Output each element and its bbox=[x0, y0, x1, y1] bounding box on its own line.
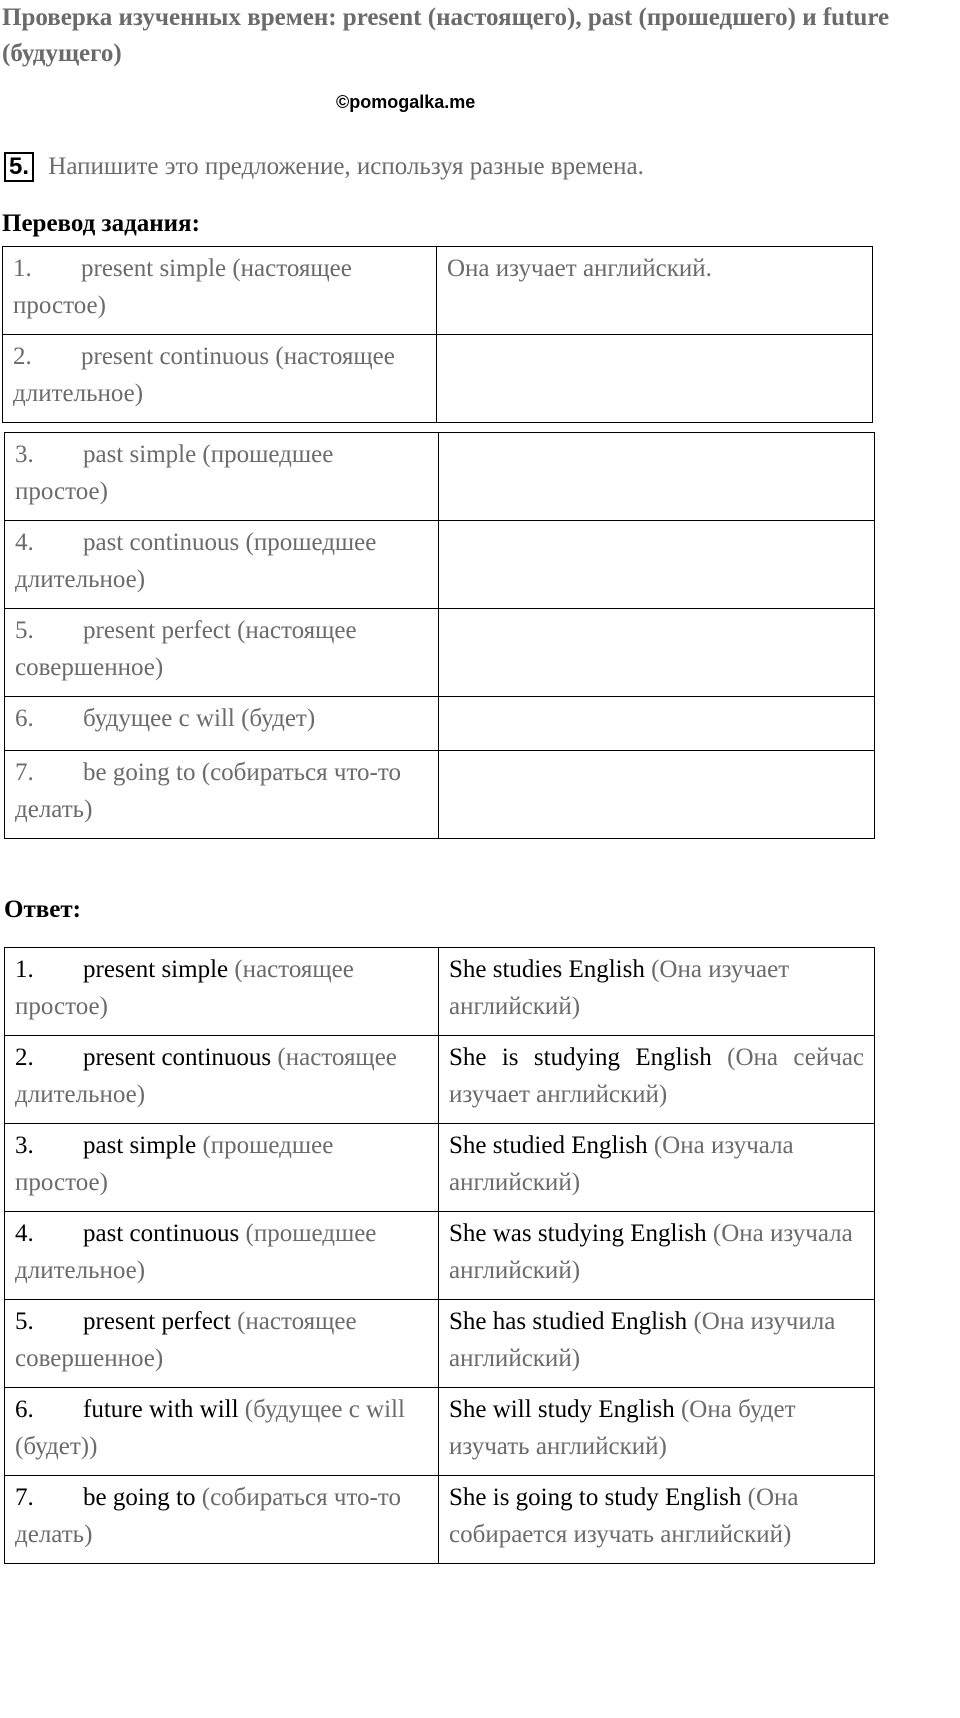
tense-name-en: present perfect bbox=[83, 1308, 231, 1335]
task-number-badge: 5. bbox=[4, 152, 34, 182]
row-number: 3. bbox=[15, 441, 34, 468]
tense-name-ru: (будущее с will (будет)) bbox=[15, 1396, 405, 1460]
table-row bbox=[5, 1212, 875, 1300]
table-row bbox=[5, 1476, 875, 1564]
task-instruction: Напишите это предложение, используя разные времена. bbox=[48, 153, 644, 180]
table-row bbox=[5, 697, 875, 751]
tense-cell bbox=[3, 247, 437, 335]
tense-label: будущее с will (будет) bbox=[83, 705, 316, 732]
tense-label: present simple (настоящее простое) bbox=[13, 255, 352, 319]
answer-table bbox=[4, 947, 875, 1564]
tense-cell bbox=[5, 1212, 439, 1300]
tense-cell bbox=[5, 433, 439, 521]
sentence-en: She is going to study English bbox=[449, 1484, 742, 1511]
example-cell: Она изучает английский. bbox=[437, 247, 873, 335]
sentence-en: She studies English bbox=[449, 956, 645, 983]
tense-name-en: be going to bbox=[83, 1484, 196, 1511]
sentence-cell bbox=[439, 1212, 875, 1300]
translation-table-2 bbox=[4, 432, 875, 839]
tense-cell bbox=[5, 521, 439, 609]
answer-heading: Ответ: bbox=[4, 896, 81, 923]
tense-name-en: past continuous bbox=[83, 1220, 240, 1247]
tense-label: present continuous (настоящее длительное) bbox=[13, 343, 395, 407]
sentence-cell bbox=[439, 1476, 875, 1564]
example-cell bbox=[439, 521, 875, 609]
row-number: 4. bbox=[15, 1220, 34, 1247]
translation-heading: Перевод задания: bbox=[2, 210, 200, 237]
example-cell bbox=[439, 697, 875, 751]
sentence-ru: (Она будет изучать английский) bbox=[449, 1396, 796, 1460]
row-number: 5. bbox=[15, 1308, 34, 1335]
page-title: Проверка изученных времен: present (настоящего), past (прошедшего) и future (будущего) bbox=[2, 4, 890, 67]
tense-cell bbox=[5, 1476, 439, 1564]
sentence-en: She was studying English bbox=[449, 1220, 707, 1247]
table-row bbox=[5, 609, 875, 697]
sentence-en: She is studying English bbox=[449, 1044, 712, 1071]
table-row bbox=[5, 948, 875, 1036]
sentence-cell bbox=[439, 1388, 875, 1476]
tense-cell bbox=[3, 335, 437, 423]
table-row bbox=[3, 247, 873, 335]
sentence-cell bbox=[439, 1300, 875, 1388]
tense-label: be going to (собираться что-то делать) bbox=[15, 759, 401, 823]
tense-cell bbox=[5, 751, 439, 839]
tense-name-en: present continuous bbox=[83, 1044, 272, 1071]
tense-name-ru: (прошедшее простое) bbox=[15, 1132, 334, 1196]
sentence-ru: (Она изучает английский) bbox=[449, 956, 790, 1020]
tense-name-en: past simple bbox=[83, 1132, 197, 1159]
row-number: 7. bbox=[15, 759, 34, 786]
tense-name-en: present simple bbox=[83, 956, 229, 983]
tense-cell bbox=[5, 1300, 439, 1388]
row-number: 2. bbox=[13, 343, 32, 370]
row-number: 3. bbox=[15, 1132, 34, 1159]
table-row bbox=[5, 521, 875, 609]
tense-cell bbox=[5, 1036, 439, 1124]
row-number: 6. bbox=[15, 705, 34, 732]
table-row bbox=[5, 433, 875, 521]
sentence-cell bbox=[439, 1036, 875, 1124]
task-line bbox=[4, 152, 644, 182]
tense-cell bbox=[5, 609, 439, 697]
example-cell bbox=[439, 609, 875, 697]
table-row bbox=[5, 1124, 875, 1212]
sentence-en: She studied English bbox=[449, 1132, 648, 1159]
translation-table-1 bbox=[2, 246, 873, 423]
sentence-cell bbox=[439, 948, 875, 1036]
sentence-en: She has studied English bbox=[449, 1308, 688, 1335]
tense-name-ru: (собираться что-то делать) bbox=[15, 1484, 401, 1548]
sentence-ru: (Она изучила английский) bbox=[449, 1308, 836, 1372]
tense-cell bbox=[5, 1388, 439, 1476]
sentence-ru: (Она собирается изучать английский) bbox=[449, 1484, 799, 1548]
tense-cell bbox=[5, 948, 439, 1036]
tense-name-en: future with will bbox=[83, 1396, 239, 1423]
example-cell bbox=[439, 751, 875, 839]
tense-label: past simple (прошедшее простое) bbox=[15, 441, 334, 505]
row-number: 5. bbox=[15, 617, 34, 644]
sentence-ru: (Она изучала английский) bbox=[449, 1220, 853, 1284]
tense-label: present perfect (настоящее совершенное) bbox=[15, 617, 357, 681]
sentence-ru: (Она изучала английский) bbox=[449, 1132, 794, 1196]
tense-name-ru: (настоящее совершенное) bbox=[15, 1308, 357, 1372]
tense-label: past continuous (прошедшее длительное) bbox=[15, 529, 377, 593]
table-row bbox=[5, 751, 875, 839]
sentence-ru: (Она сейчас изучает английский) bbox=[449, 1044, 865, 1108]
table-row bbox=[5, 1300, 875, 1388]
example-cell bbox=[439, 433, 875, 521]
tense-name-ru: (настоящее простое) bbox=[15, 956, 354, 1020]
row-number: 7. bbox=[15, 1484, 34, 1511]
table-row bbox=[5, 1036, 875, 1124]
row-number: 1. bbox=[13, 255, 32, 282]
tense-name-ru: (прошедшее длительное) bbox=[15, 1220, 377, 1284]
example-cell bbox=[437, 335, 873, 423]
sentence-cell bbox=[439, 1124, 875, 1212]
table-row bbox=[3, 335, 873, 423]
row-number: 4. bbox=[15, 529, 34, 556]
row-number: 6. bbox=[15, 1396, 34, 1423]
tense-cell bbox=[5, 697, 439, 751]
row-number: 1. bbox=[15, 956, 34, 983]
watermark: ©pomogalka.me bbox=[336, 92, 476, 112]
tense-cell bbox=[5, 1124, 439, 1212]
tense-name-ru: (настоящее длительное) bbox=[15, 1044, 397, 1108]
row-number: 2. bbox=[15, 1044, 34, 1071]
sentence-en: She will study English bbox=[449, 1396, 675, 1423]
table-row bbox=[5, 1388, 875, 1476]
